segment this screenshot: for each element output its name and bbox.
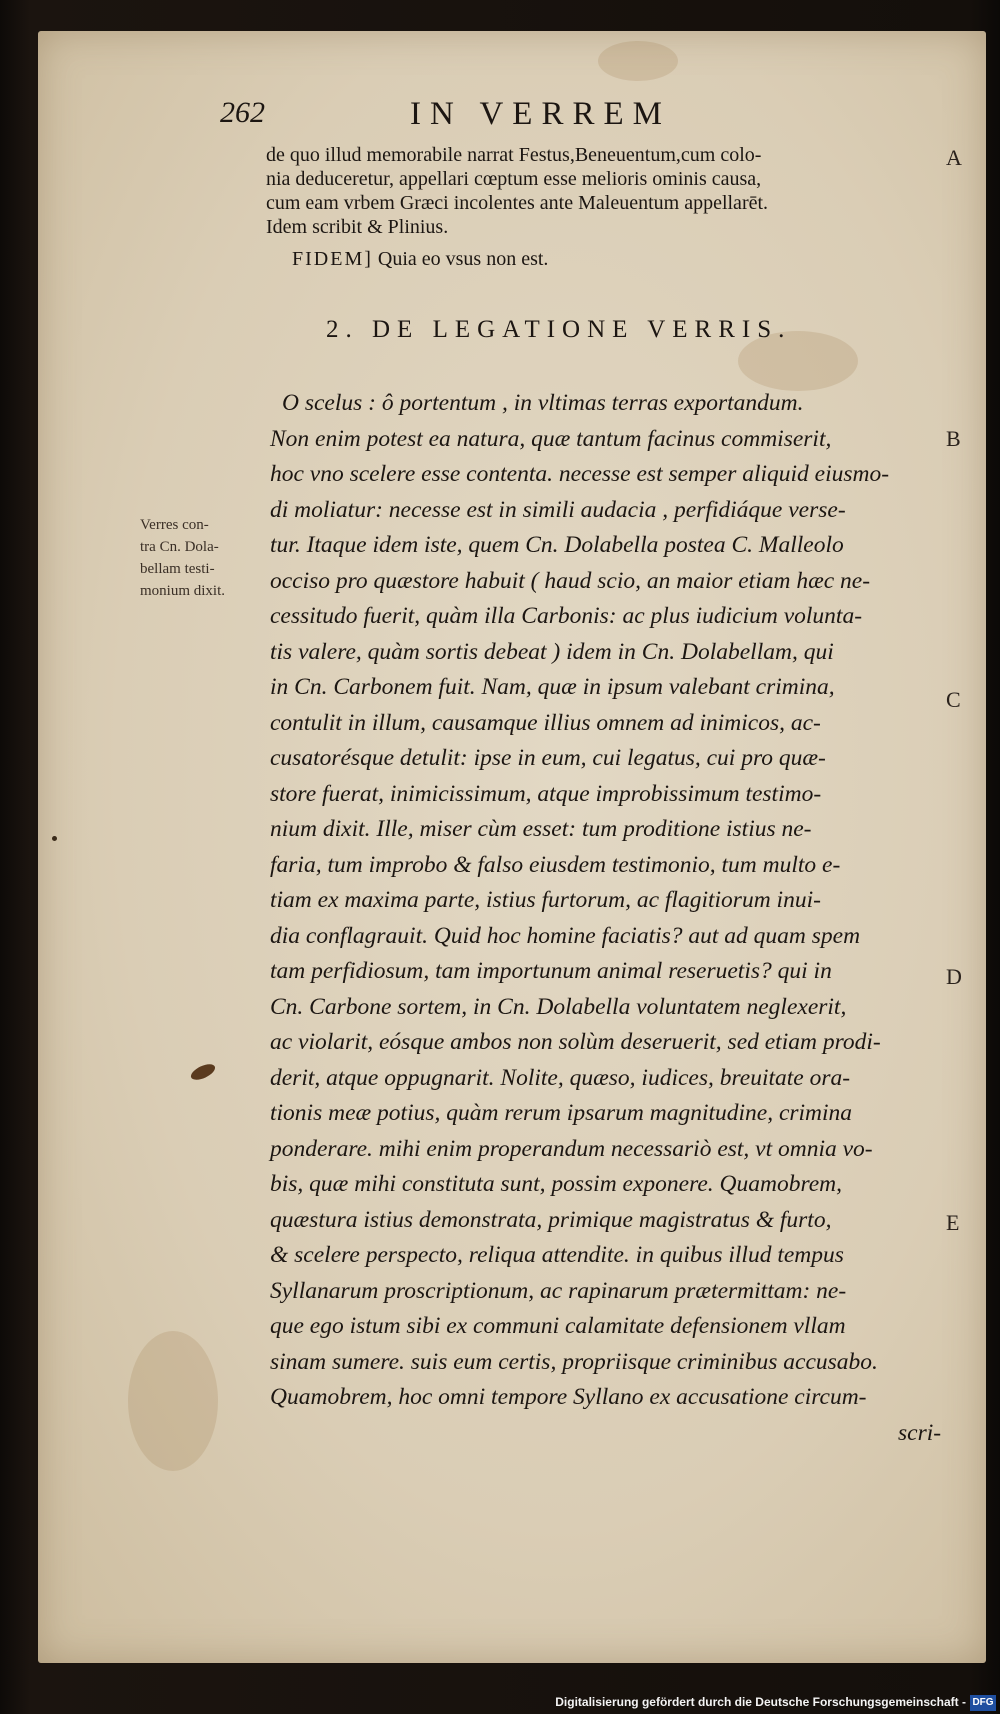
oration-line: in Cn. Carbonem fuit. Nam, quæ in ipsum valebant crimina, — [270, 674, 835, 700]
funding-credit: Digitalisierung gefördert durch die Deutsche Forschungsgemeinschaft - — [555, 1695, 966, 1709]
oration-line: Quamobrem, hoc omni tempore Syllano ex accusatione circum- — [270, 1384, 867, 1410]
margin-note-line: tra Cn. Dola- — [140, 539, 219, 555]
section-letter-b: B — [946, 426, 961, 451]
lemma-text: Quia eo vsus non est. — [377, 248, 549, 270]
dfg-logo: DFG — [970, 1695, 996, 1711]
page-number: 262 — [220, 96, 265, 129]
margin-note-line: bellam testi- — [140, 561, 215, 577]
oration-line: occiso pro quæstore habuit ( haud scio, an maior etiam hæc ne- — [270, 567, 871, 594]
oration-line: & scelere perspecto, reliqua attendite. in quibus illud tempus — [270, 1242, 844, 1268]
oration-line: tam perfidiosum, tam importunum animal reseruetis? qui in — [270, 958, 832, 984]
margin-note — [140, 514, 225, 602]
commentary-line: de quo illud memorabile narrat Festus,Beneuentum,cum colo- — [266, 144, 762, 166]
lemma-word: FIDEM] — [292, 248, 373, 270]
oration-line: hoc vno scelere esse contenta. necesse est semper aliquid eiusmo- — [270, 461, 890, 487]
margin-note-line: Verres con- — [140, 517, 209, 533]
section-heading: 2. DE LEGATIONE VERRIS. — [326, 316, 792, 343]
oration-line: nium dixit. Ille, miser cùm esset: tum proditione istius ne- — [270, 816, 812, 842]
oration-line: dia conflagrauit. Quid hoc homine faciatis? aut ad quam spem — [270, 922, 861, 949]
oration-line: bis, quæ mihi constituta sunt, possim exponere. Quamobrem, — [270, 1171, 843, 1197]
margin-note-line: monium dixit. — [140, 583, 226, 599]
commentary-line: nia deduceretur, appellari cœptum esse melioris ominis causa, — [266, 168, 762, 190]
oration-line: Syllanarum proscriptionum, ac rapinarum prætermittam: ne- — [270, 1277, 847, 1304]
oration-line: tiam ex maxima parte, istius furtorum, ac flagitiorum inui- — [270, 887, 821, 913]
oration-line: tur. Itaque idem iste, quem Cn. Dolabella postea C. Malleolo — [270, 532, 844, 558]
oration-line: tionis meæ potius, quàm rerum ipsarum magnitudine, crimina — [270, 1100, 853, 1126]
oration-line: Cn. Carbone sortem, in Cn. Dolabella voluntatem neglexerit, — [270, 993, 847, 1020]
section-letter-e: E — [946, 1210, 960, 1235]
oration-line: di moliatur: necesse est in simili audacia , perfidiáque verse- — [270, 496, 846, 523]
oration-text — [270, 386, 950, 1451]
oration-line: quæstura istius demonstrata, primique magistratus & furto, — [270, 1206, 832, 1233]
oration-line: sinam sumere. suis eum certis, propriisque criminibus accusabo. — [270, 1348, 878, 1375]
commentary-line: Idem scribit & Plinius. — [266, 216, 449, 238]
foxing-stain — [128, 1331, 218, 1471]
section-letter-a: A — [946, 145, 962, 170]
footer-bar — [0, 1694, 1000, 1714]
section-letter-d: D — [946, 964, 962, 989]
running-title: IN VERREM — [410, 96, 671, 132]
catchword: scri- — [898, 1419, 942, 1446]
section-letter-c: C — [946, 687, 961, 712]
oration-line: cessitudo fuerit, quàm illa Carbonis: ac plus iudicium volunta- — [270, 603, 863, 629]
commentary-lemma-line — [266, 247, 966, 271]
oration-line: store fuerat, inimicissimum, atque improbissimum testimo- — [270, 780, 822, 807]
running-head — [220, 96, 780, 140]
oration-line: contulit in illum, causamque illius omnem ad inimicos, ac- — [270, 709, 821, 736]
ink-dot — [52, 836, 57, 841]
oration-line: tis valere, quàm sortis debeat ) idem in Cn. Dolabellam, qui — [270, 638, 834, 665]
oration-line: que ego istum sibi ex communi calamitate defensionem vllam — [270, 1313, 846, 1339]
commentary-line: cum eam vrbem Græci incolentes ante Maleuentum appellarēt. — [266, 192, 769, 214]
oration-line: faria, tum improbo & falso eiusdem testimonio, tum multo e- — [270, 851, 841, 878]
foxing-stain — [598, 41, 678, 81]
oration-line: O scelus : ô portentum , in vltimas terras exportandum. — [282, 390, 804, 416]
oration-line: derit, atque oppugnarit. Nolite, quæso, iudices, breuitate ora- — [270, 1064, 851, 1091]
oration-line: Non enim potest ea natura, quæ tantum facinus commiserit, — [270, 425, 832, 452]
oration-line: ac violarit, eósque ambos non solùm deseruerit, sed etiam prodi- — [270, 1029, 881, 1055]
oration-line: ponderare. mihi enim properandum necessariò est, vt omnia vo- — [270, 1135, 873, 1162]
oration-line: cusatorésque detulit: ipse in eum, cui legatus, cui pro quæ- — [270, 745, 826, 771]
commentary-block — [266, 143, 966, 271]
